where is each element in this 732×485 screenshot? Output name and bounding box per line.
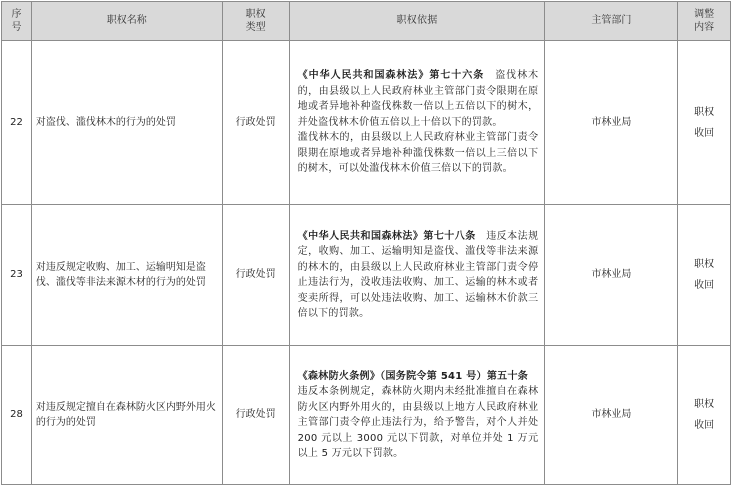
header-basis: 职权依据 — [289, 2, 545, 41]
row-num: 23 — [2, 205, 32, 346]
basis-para-1 — [298, 68, 539, 130]
row-type: 行政处罚 — [222, 205, 289, 346]
row-basis — [289, 41, 545, 205]
header-num — [2, 2, 32, 41]
row-dept: 市林业局 — [545, 205, 678, 346]
row-adjust — [678, 41, 731, 205]
table-row — [2, 205, 731, 346]
authority-table-page — [0, 1, 732, 477]
row-adjust — [678, 346, 731, 485]
basis-law: 《森林防火条例》（国务院令第 541 号）第五十条 — [297, 370, 529, 382]
header-adjust-line2: 内容 — [694, 22, 715, 33]
basis-para-1 — [298, 229, 539, 322]
header-type — [222, 2, 289, 41]
header-type-line2: 类型 — [245, 22, 266, 33]
row-basis — [289, 346, 545, 485]
row-num: 28 — [2, 346, 32, 485]
header-num-line1: 序 — [11, 9, 22, 20]
row-adjust — [678, 205, 731, 346]
basis-text-1: 违反本法规定，收购、加工、运输明知是盗伐、滥伐等非法来源的林木的，由县级以上人民政府林业主管部门责令停止违法行为，没收违法收购、加工、运输的林木或者变卖所得，可以处违法收购、加工、运输林木价款三倍以下的罚款。 — [297, 230, 539, 319]
row-adjust-line2: 收回 — [694, 420, 715, 431]
row-num: 22 — [2, 41, 32, 205]
basis-text-1: 违反本条例规定，森林防火期内未经批准擅自在森林防火区内野外用火的，由县级以上地方人民政府林业主管部门责令停止违法行为，给予警告，对个人并处 200 元以上 3000 元以下罚款，对单位并处 1 万元以上 5 万元以下罚款。 — [297, 370, 539, 459]
header-adjust-line1: 调整 — [694, 9, 715, 20]
header-dept: 主管部门 — [545, 2, 678, 41]
row-adjust-line2: 收回 — [694, 280, 715, 291]
header-adjust — [678, 2, 731, 41]
row-type: 行政处罚 — [222, 41, 289, 205]
header-name: 职权名称 — [31, 2, 222, 41]
table-row — [2, 346, 731, 485]
row-name: 对违反规定收购、加工、运输明知是盗伐、滥伐等非法来源木材的行为的处罚 — [31, 205, 222, 346]
header-type-line1: 职权 — [245, 9, 266, 20]
basis-para-1 — [298, 369, 539, 462]
basis-law: 《中华人民共和国森林法》第七十八条 — [297, 230, 476, 242]
row-dept: 市林业局 — [545, 41, 678, 205]
table-row — [2, 41, 731, 205]
header-row — [2, 2, 731, 41]
row-type: 行政处罚 — [222, 346, 289, 485]
basis-text-1: 盗伐林木的，由县级以上人民政府林业主管部门责令限期在原地或者异地补种盗伐株数一倍以上五倍以下的树木，并处盗伐林木价值五倍以上十倍以下的罚款。 — [297, 70, 539, 128]
row-adjust-line1: 职权 — [694, 106, 715, 118]
row-name: 对违反规定擅自在森林防火区内野外用火的行为的处罚 — [31, 346, 222, 485]
row-adjust-line1: 职权 — [694, 259, 715, 270]
row-dept: 市林业局 — [545, 346, 678, 485]
row-basis — [289, 205, 545, 346]
row-adjust-line1: 职权 — [694, 399, 715, 410]
basis-text-2: 滥伐林木的，由县级以上人民政府林业主管部门责令限期在原地或者异地补种滥伐株数一倍以上三倍以下的树木，可以处滥伐林木价值三倍以下的罚款。 — [297, 132, 539, 175]
header-num-line2: 号 — [11, 22, 22, 33]
basis-law: 《中华人民共和国森林法》第七十六条 — [297, 70, 485, 82]
row-name: 对盗伐、滥伐林木的行为的处罚 — [31, 41, 222, 205]
authority-table — [1, 1, 731, 485]
row-adjust-line2: 收回 — [694, 127, 715, 139]
